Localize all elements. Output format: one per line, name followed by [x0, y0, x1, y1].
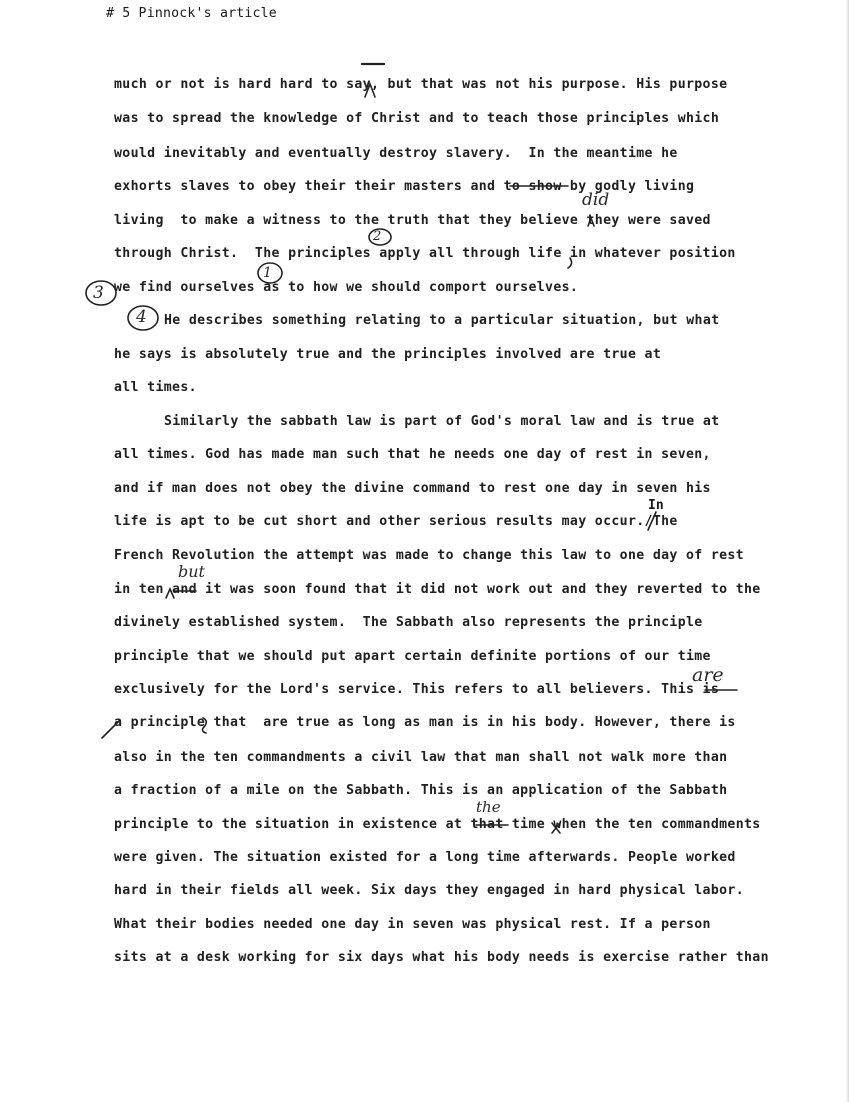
- text-line: and if man does not obey the divine command to rest one day in seven his: [114, 481, 711, 496]
- text-line: principle to the situation in existence at that time when the ten commandments: [114, 817, 761, 832]
- handwritten-but: but: [178, 562, 205, 581]
- text-line: sits at a desk working for six days what his body needs is exercise rather than: [114, 950, 769, 965]
- text-line: exhorts slaves to obey their their masters and to show by godly living: [114, 179, 695, 194]
- text-line: all times.: [114, 380, 197, 395]
- text-line: a fraction of a mile on the Sabbath. This is an application of the Sabbath: [114, 783, 728, 798]
- handwritten-are: are: [692, 664, 724, 686]
- text-line: was to spread the knowledge of Christ and to teach those principles which: [114, 111, 720, 126]
- text-line: a principle that are true as long as man is in his body. However, there is: [114, 715, 736, 730]
- circle-number-3: 3: [93, 283, 104, 303]
- text-line: would inevitably and eventually destroy slavery. In the meantime he: [114, 146, 678, 161]
- text-line: principle that we should put apart certain definite portions of our time: [114, 649, 711, 664]
- text-line: living to make a witness to the truth that they believe they were saved: [114, 213, 711, 228]
- text-line: hard in their fields all week. Six days they engaged in hard physical labor.: [114, 883, 745, 898]
- handwritten-the: the: [476, 798, 501, 816]
- text-line: exclusively for the Lord's service. This refers to all believers. This is: [114, 682, 720, 697]
- handwritten-did: did: [582, 190, 610, 210]
- text-line: What their bodies needed one day in seven was physical rest. If a person: [114, 917, 711, 932]
- page-header: # 5 Pinnock's article: [106, 6, 277, 21]
- text-line: divinely established system. The Sabbath also represents the principle: [114, 615, 703, 630]
- text-line: through Christ. The principles apply all through life in whatever position: [114, 246, 736, 261]
- text-line: also in the ten commandments a civil law that man shall not walk more than: [114, 750, 728, 765]
- text-line: much or not is hard hard to say, but that was not his purpose. His purpose: [114, 77, 728, 92]
- text-line: in ten and it was soon found that it did not work out and they reverted to the: [114, 582, 761, 597]
- circle-number-2: 2: [373, 229, 382, 244]
- typed-insert-in: In: [648, 498, 664, 513]
- text-line: were given. The situation existed for a long time afterwards. People worked: [114, 850, 736, 865]
- text-line: life is apt to be cut short and other serious results may occur./The: [114, 514, 678, 529]
- circle-number-1: 1: [263, 265, 272, 281]
- circle-number-4: 4: [136, 307, 147, 327]
- text-line: French Revolution the attempt was made to change this law to one day of rest: [114, 548, 745, 563]
- text-line: he says is absolutely true and the principles involved are true at: [114, 347, 662, 362]
- text-line: all times. God has made man such that he needs one day of rest in seven,: [114, 447, 711, 462]
- text-line: He describes something relating to a particular situation, but what: [164, 313, 720, 328]
- text-line: Similarly the sabbath law is part of God's moral law and is true at: [164, 414, 720, 429]
- text-line: we find ourselves as to how we should comport ourselves.: [114, 280, 579, 295]
